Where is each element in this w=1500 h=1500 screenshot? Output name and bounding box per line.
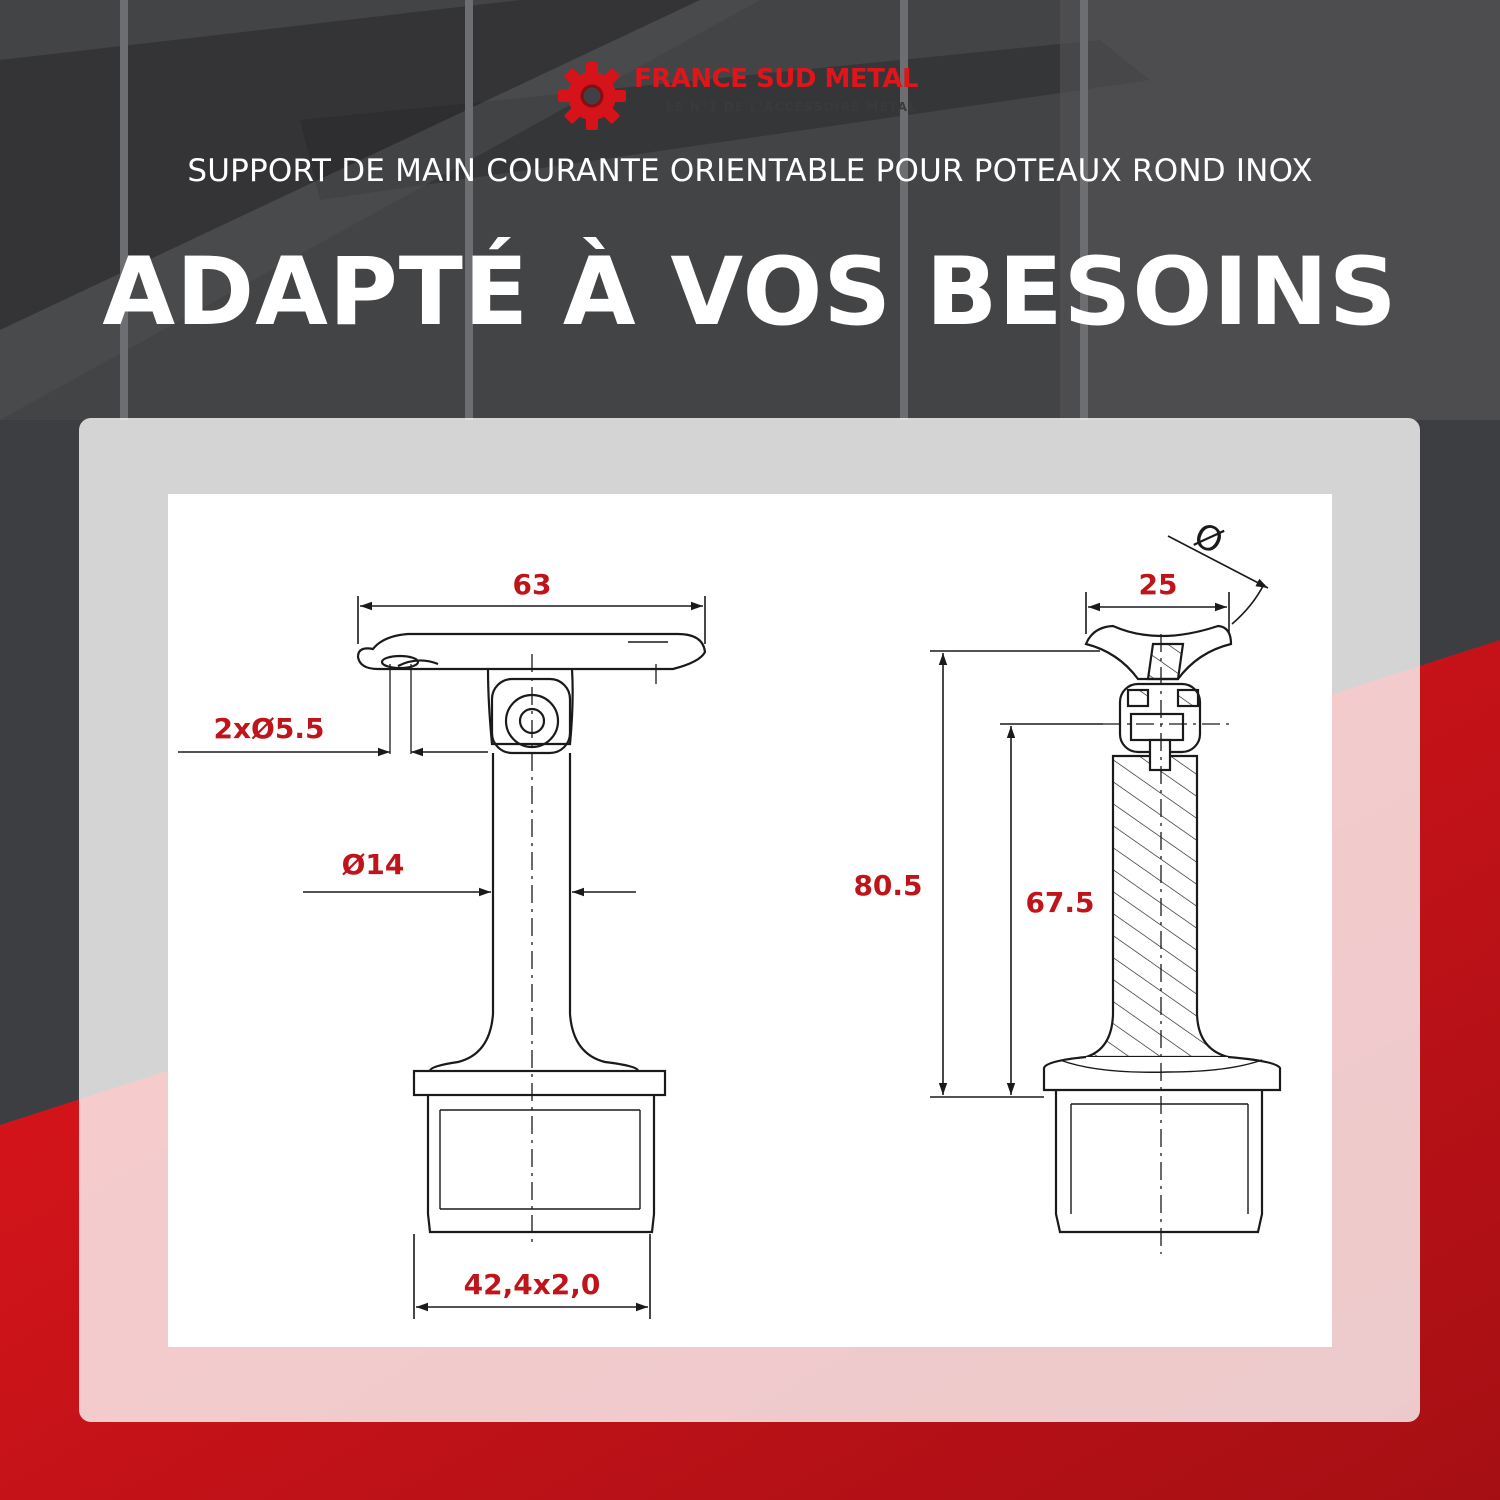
tube-side [1056, 1090, 1262, 1232]
front-view [358, 634, 705, 1244]
dim-diameter-symbol: Ø [1187, 515, 1230, 563]
stem-section [1086, 756, 1228, 1057]
dim-stem-diameter: Ø14 [341, 848, 405, 881]
product-subtitle: SUPPORT DE MAIN COURANTE ORIENTABLE POUR POTEAUX ROND INOX [187, 153, 1313, 189]
brand-name: FRANCE SUD METAL [634, 64, 919, 94]
headline: ADAPTÉ À VOS BESOINS [102, 238, 1398, 347]
technical-drawing [168, 494, 1332, 1347]
cap-flange [414, 1071, 665, 1095]
side-view [1044, 626, 1280, 1254]
gear-icon [554, 58, 630, 134]
side-dimensions [930, 536, 1268, 1097]
dim-tube: 42,4x2,0 [463, 1268, 601, 1301]
dim-height-80-5: 80.5 [853, 869, 923, 902]
dim-width-63: 63 [512, 568, 552, 601]
front-dimensions [178, 596, 705, 1319]
dim-holes: 2xØ5.5 [213, 712, 325, 745]
dim-saddle-25: 25 [1138, 568, 1178, 601]
brand-tagline: LE N°1 DE L'ACCESSOIRE MÉTAL [666, 100, 918, 114]
dim-height-67-5: 67.5 [1025, 886, 1095, 919]
tube [428, 1095, 654, 1232]
brand-logo [554, 58, 954, 138]
